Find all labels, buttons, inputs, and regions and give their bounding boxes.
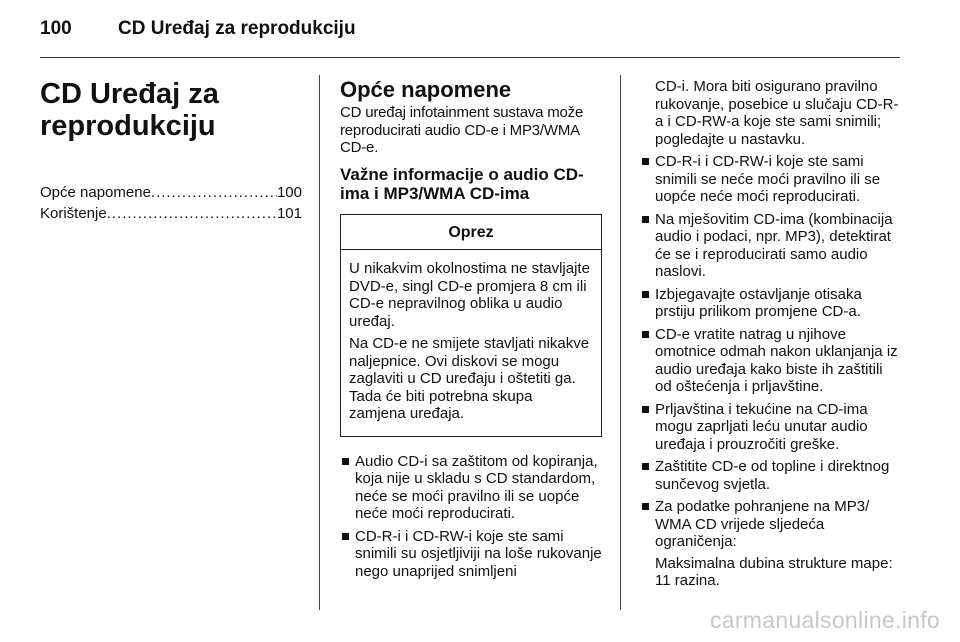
column-divider-2 <box>620 75 621 610</box>
list-item: Prljavština i tekućine na CD-ima mogu zaprljati leću unutar audio uređaja i prouzročiti greške. <box>640 401 902 454</box>
header-rule <box>40 57 900 58</box>
bullet-list <box>640 153 902 590</box>
restriction-note: Maksimalna dubina strukture mape: 11 razina. <box>655 554 893 589</box>
list-item: CD-R-i i CD-RW-i koje ste sami snimili se neće moći pravilno ili se uopće neće moći reproducirati. <box>640 153 902 206</box>
watermark: carmanualsonline.info <box>709 607 940 633</box>
list-item: Izbjegavajte ostavljanje otisaka prstiju prilikom promjene CD-a. <box>640 286 902 321</box>
toc-label: Opće napomene <box>40 184 151 201</box>
list-item <box>640 498 902 590</box>
caution-paragraph: U nikakvim okolnostima ne stavljajte DVD-e, singl CD-e promjera 8 cm ili CD-e nepravilnog oblika u audio uređaj. <box>349 260 590 330</box>
intro-paragraph: CD uređaj infotainment sustava može reproducirati audio CD-e i MP3/WMA CD-e. <box>340 104 584 156</box>
list-item: CD-e vratite natrag u njihove omotnice odmah nakon uklanjanja iz audio uređaja kako biste ih zaštitili od oštećenja i prljavštine. <box>640 326 902 396</box>
list-item: Audio CD-i sa zaštitom od kopiranja, koja nije u skladu s CD standardom, neće se moći pravilno ili se uopće neće moći reproducirati. <box>340 453 602 523</box>
continued-column <box>640 78 902 595</box>
caution-box <box>340 214 602 437</box>
caution-body <box>341 250 601 436</box>
running-header <box>40 18 900 40</box>
list-item: Zaštitite CD-e od topline i direktnog sunčevog svjetla. <box>640 458 902 493</box>
table-of-contents <box>40 182 302 224</box>
toc-entry-general[interactable] <box>40 182 302 203</box>
running-title: CD Uređaj za reprodukciju <box>118 18 356 39</box>
toc-leader <box>151 182 277 203</box>
toc-label: Korištenje <box>40 205 107 222</box>
toc-page: 101 <box>276 205 302 222</box>
toc-page: 100 <box>276 184 302 201</box>
general-notes-column <box>340 78 602 585</box>
continuation-text: CD-i. Mora biti osigurano pravilno rukovanje, posebice u slučaju CD-R-a i CD-RW-a koje ste sami snimili; pogledajte u nastavku. <box>655 78 899 148</box>
list-item-text: Za podatke pohranjene na MP3/ WMA CD vrijede sljedeća ograničenja: <box>655 498 870 550</box>
chapter-column <box>40 78 302 224</box>
toc-entry-usage[interactable] <box>40 203 302 224</box>
caution-title: Oprez <box>341 215 601 251</box>
toc-leader <box>107 203 277 224</box>
caution-paragraph: Na CD-e ne smijete stavljati nikakve naljepnice. Ovi diskovi se mogu zaglaviti u CD uređaju i oštetiti ga. Tada će biti potrebna skupa zamjena uređaja. <box>349 335 590 422</box>
chapter-title: CD Uređaj za reprodukciju <box>40 78 219 142</box>
page-number: 100 <box>40 18 72 39</box>
section-heading: Opće napomene <box>340 77 512 102</box>
bullet-list <box>340 453 602 581</box>
column-divider-1 <box>319 75 320 610</box>
list-item: CD-R-i i CD-RW-i koje ste sami snimili su osjetljiviji na loše rukovanje nego unaprijed snimljeni <box>340 528 602 581</box>
list-item: Na mješovitim CD-ima (kombinacija audio i podaci, npr. MP3), detektirat će se i reproducirati samo audio naslovi. <box>640 211 902 281</box>
subsection-heading: Važne informacije o audio CD-ima i MP3/WMA CD-ima <box>340 164 584 203</box>
